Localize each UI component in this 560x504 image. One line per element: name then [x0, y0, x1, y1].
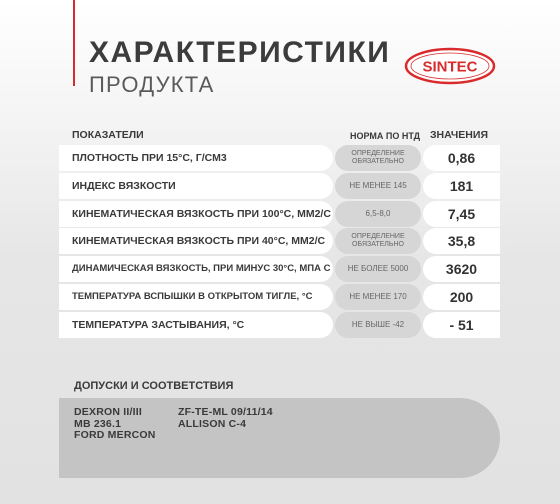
approvals-column-2: [178, 407, 273, 430]
approvals-column-1: [74, 407, 156, 442]
param-cell: ТЕМПЕРАТУРА ЗАСТЫВАНИЯ, °С: [59, 312, 333, 338]
param-cell: ПЛОТНОСТЬ ПРИ 15°С, Г/СМ3: [59, 145, 333, 171]
value-cell: 0,86: [423, 145, 500, 171]
param-cell: КИНЕМАТИЧЕСКАЯ ВЯЗКОСТЬ ПРИ 40°С, ММ2/С: [59, 228, 333, 254]
sintec-logo-icon: [404, 46, 496, 86]
logo-text: SINTEC: [422, 58, 478, 76]
norm-cell: ОПРЕДЕЛЕНИЕ ОБЯЗАТЕЛЬНО: [335, 228, 421, 254]
norm-cell: 6,5-8,0: [335, 201, 421, 227]
approval-item: ZF-TE-ML 09/11/14: [178, 406, 273, 418]
table-row: [59, 173, 500, 200]
param-cell: КИНЕМАТИЧЕСКАЯ ВЯЗКОСТЬ ПРИ 100°С, ММ2/С: [59, 201, 333, 227]
approvals-title: ДОПУСКИ И СООТВЕТСТВИЯ: [74, 380, 234, 392]
table-row: [59, 284, 500, 311]
value-cell: 3620: [423, 256, 500, 282]
norm-cell: НЕ МЕНЕЕ 145: [335, 173, 421, 199]
approval-item: MB 236.1: [74, 417, 122, 430]
header-value: ЗНАЧЕНИЯ: [429, 129, 488, 141]
param-cell: ДИНАМИЧЕСКАЯ ВЯЗКОСТЬ, ПРИ МИНУС 30°С, МПА С: [59, 256, 333, 282]
table-row: [59, 312, 500, 339]
value-cell: - 51: [423, 312, 500, 338]
table-row: [59, 145, 500, 172]
table-row: [59, 201, 500, 228]
header-norm: НОРМА ПО НТД: [349, 131, 421, 141]
accent-bar: [73, 0, 75, 86]
value-cell: 181: [423, 173, 500, 199]
header-parameter: ПОКАЗАТЕЛИ: [72, 129, 144, 141]
page-subtitle: ПРОДУКТА: [89, 72, 215, 97]
value-cell: 35,8: [423, 228, 500, 254]
page-title: ХАРАКТЕРИСТИКИ: [89, 36, 391, 69]
table-row: [59, 256, 500, 283]
value-cell: 200: [423, 284, 500, 310]
param-cell: ИНДЕКС ВЯЗКОСТИ: [59, 173, 333, 199]
approval-item: DEXRON II/III: [74, 406, 142, 418]
table-row: [59, 228, 500, 255]
spec-table: [59, 145, 500, 340]
norm-cell: ОПРЕДЕЛЕНИЕ ОБЯЗАТЕЛЬНО: [335, 145, 421, 171]
norm-cell: НЕ ВЫШЕ -42: [335, 312, 421, 338]
approval-item: ALLISON C-4: [178, 417, 247, 430]
approval-item: FORD MERCON: [74, 429, 156, 441]
norm-cell: НЕ МЕНЕЕ 170: [335, 284, 421, 310]
param-cell: ТЕМПЕРАТУРА ВСПЫШКИ В ОТКРЫТОМ ТИГЛЕ, °С: [59, 284, 333, 310]
value-cell: 7,45: [423, 201, 500, 227]
norm-cell: НЕ БОЛЕЕ 5000: [335, 256, 421, 282]
sintec-logo: [404, 46, 496, 86]
